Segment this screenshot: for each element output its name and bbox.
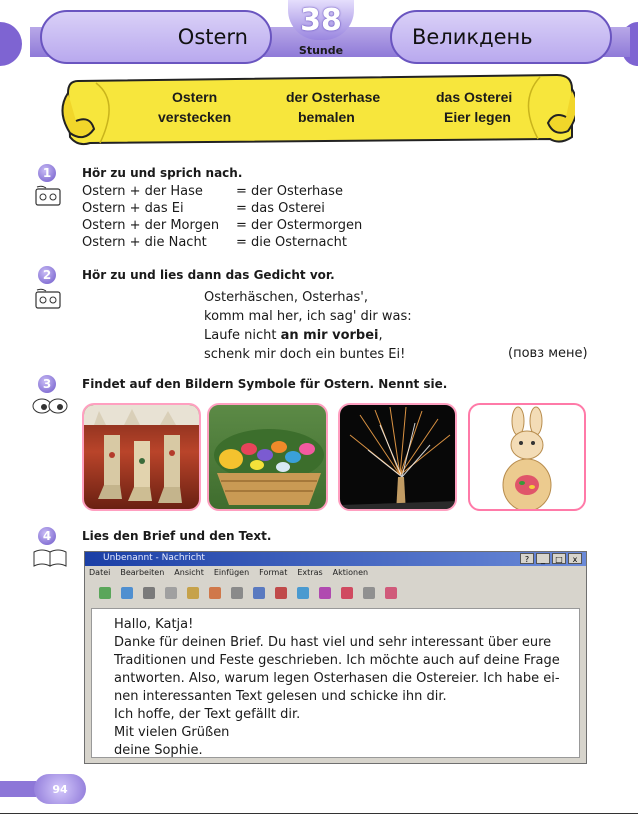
open-book-icon: [32, 546, 68, 568]
cut-icon[interactable]: [143, 587, 155, 599]
exercise-title: Lies den Brief und den Text.: [82, 529, 272, 543]
lesson-number: 38: [288, 0, 354, 40]
easter-bunny-image: [470, 405, 586, 511]
window-title: Unbenannt - Nachricht: [103, 553, 205, 563]
compound-parts: Ostern + die Nacht: [82, 235, 207, 250]
poem-line: schenk mir doch ein buntes Ei!: [204, 347, 406, 362]
menu-item-datei[interactable]: Datei: [89, 568, 111, 577]
fireworks-image: [340, 405, 457, 511]
poem-text: Laufe nicht: [204, 328, 281, 343]
header-edge-left: [0, 22, 22, 66]
exercise-title: Hör zu und sprich nach.: [82, 166, 243, 180]
exercise-number: 2: [38, 266, 56, 284]
scroll-word: der Osterhase: [286, 89, 381, 105]
flag-icon[interactable]: [319, 587, 331, 599]
translation-gloss: (повз мене): [508, 346, 588, 361]
encrypt-icon[interactable]: [385, 587, 397, 599]
scroll-word: bemalen: [298, 109, 355, 125]
cassette-icon: [34, 288, 64, 312]
compound-parts: Ostern + das Ei: [82, 201, 184, 216]
lesson-label: Stunde: [298, 44, 344, 57]
poem-highlight: an mir vorbei: [280, 328, 379, 343]
menu-item-ansicht[interactable]: Ansicht: [174, 568, 204, 577]
exercise-number: 1: [38, 164, 56, 182]
compound-result: = der Ostermorgen: [236, 218, 363, 233]
exercise-title: Hör zu und lies dann das Gedicht vor.: [82, 268, 335, 282]
title-ukrainian-bubble: [390, 10, 612, 64]
exercise-number: 3: [38, 375, 56, 393]
poem-line: Osterhäschen, Osterhas',: [204, 290, 368, 305]
minimize-button[interactable]: _: [536, 553, 550, 564]
paste-icon[interactable]: [187, 587, 199, 599]
email-line: nen interessanten Text gelesen und schicke ihn dir.: [114, 689, 447, 704]
options-icon[interactable]: [341, 587, 353, 599]
menu-bar: [89, 568, 368, 577]
scroll-word: verstecken: [158, 109, 232, 125]
window-titlebar[interactable]: [85, 552, 586, 566]
compound-result: = der Osterhase: [236, 184, 343, 199]
egg-basket-image: [209, 405, 328, 511]
cassette-icon: [34, 185, 64, 209]
page-number: 94: [34, 774, 86, 804]
exercise-title: Findet auf den Bildern Symbole für Ostern. Nennt sie.: [82, 377, 448, 391]
menu-item-einfuegen[interactable]: Einfügen: [213, 568, 250, 577]
page-number-bar: [0, 781, 36, 797]
picture-easter-bunny: [468, 403, 586, 511]
picture-easter-eggs-basket: [207, 403, 328, 511]
vocabulary-scroll: [60, 71, 575, 149]
stockings-image: [84, 405, 201, 511]
compound-result: = das Osterei: [236, 201, 325, 216]
title-german: Ostern: [177, 25, 248, 49]
poem-text: ,: [378, 328, 383, 343]
copy-icon[interactable]: [165, 587, 177, 599]
close-button[interactable]: x: [568, 553, 582, 564]
eyes-icon: [30, 394, 70, 418]
importance-high-icon[interactable]: [275, 587, 287, 599]
toolbar: [91, 582, 581, 604]
scroll-word: Ostern: [172, 89, 218, 105]
maximize-button[interactable]: □: [552, 553, 566, 564]
menu-item-aktionen[interactable]: Aktionen: [332, 568, 369, 577]
footer-divider: [0, 813, 638, 814]
compound-parts: Ostern + der Hase: [82, 184, 203, 199]
attach-icon[interactable]: [209, 587, 221, 599]
menu-item-bearbeiten[interactable]: Bearbeiten: [120, 568, 165, 577]
title-german-bubble: [40, 10, 272, 64]
picture-fireworks: [338, 403, 457, 511]
title-ukrainian: Великдень: [412, 25, 533, 49]
email-line: deine Sophie.: [114, 743, 203, 758]
email-line: Traditionen und Feste geschrieben. Ich möchte auch auf deine Frage: [114, 653, 560, 668]
poem-line: komm mal her, ich sag' dir was:: [204, 309, 412, 324]
send-icon[interactable]: [99, 587, 111, 599]
compound-result: = die Osternacht: [236, 235, 347, 250]
email-body[interactable]: [91, 608, 580, 758]
save-icon[interactable]: [121, 587, 133, 599]
email-line: Mit vielen Grüßen: [114, 725, 230, 740]
check-names-icon[interactable]: [253, 587, 265, 599]
picture-easter-stockings: [82, 403, 201, 511]
poem-line: [204, 328, 383, 343]
address-book-icon[interactable]: [231, 587, 243, 599]
compound-parts: Ostern + der Morgen: [82, 218, 220, 233]
exercise-number: 4: [38, 527, 56, 545]
scroll-word: Eier legen: [444, 109, 511, 125]
window-controls: [520, 553, 582, 564]
signature-icon[interactable]: [363, 587, 375, 599]
email-line: antworten. Also, warum legen Osterhasen die Ostereier. Ich habe ei-: [114, 671, 560, 686]
email-window: [84, 551, 587, 764]
email-line: Hallo, Katja!: [114, 617, 194, 632]
scroll-word: das Osterei: [436, 89, 513, 105]
help-button[interactable]: ?: [520, 553, 534, 564]
email-line: Danke für deinen Brief. Du hast viel und sehr interessant über eure: [114, 635, 552, 650]
importance-low-icon[interactable]: [297, 587, 309, 599]
email-line: Ich hoffe, der Text gefällt dir.: [114, 707, 301, 722]
menu-item-extras[interactable]: Extras: [297, 568, 323, 577]
menu-item-format[interactable]: Format: [259, 568, 288, 577]
